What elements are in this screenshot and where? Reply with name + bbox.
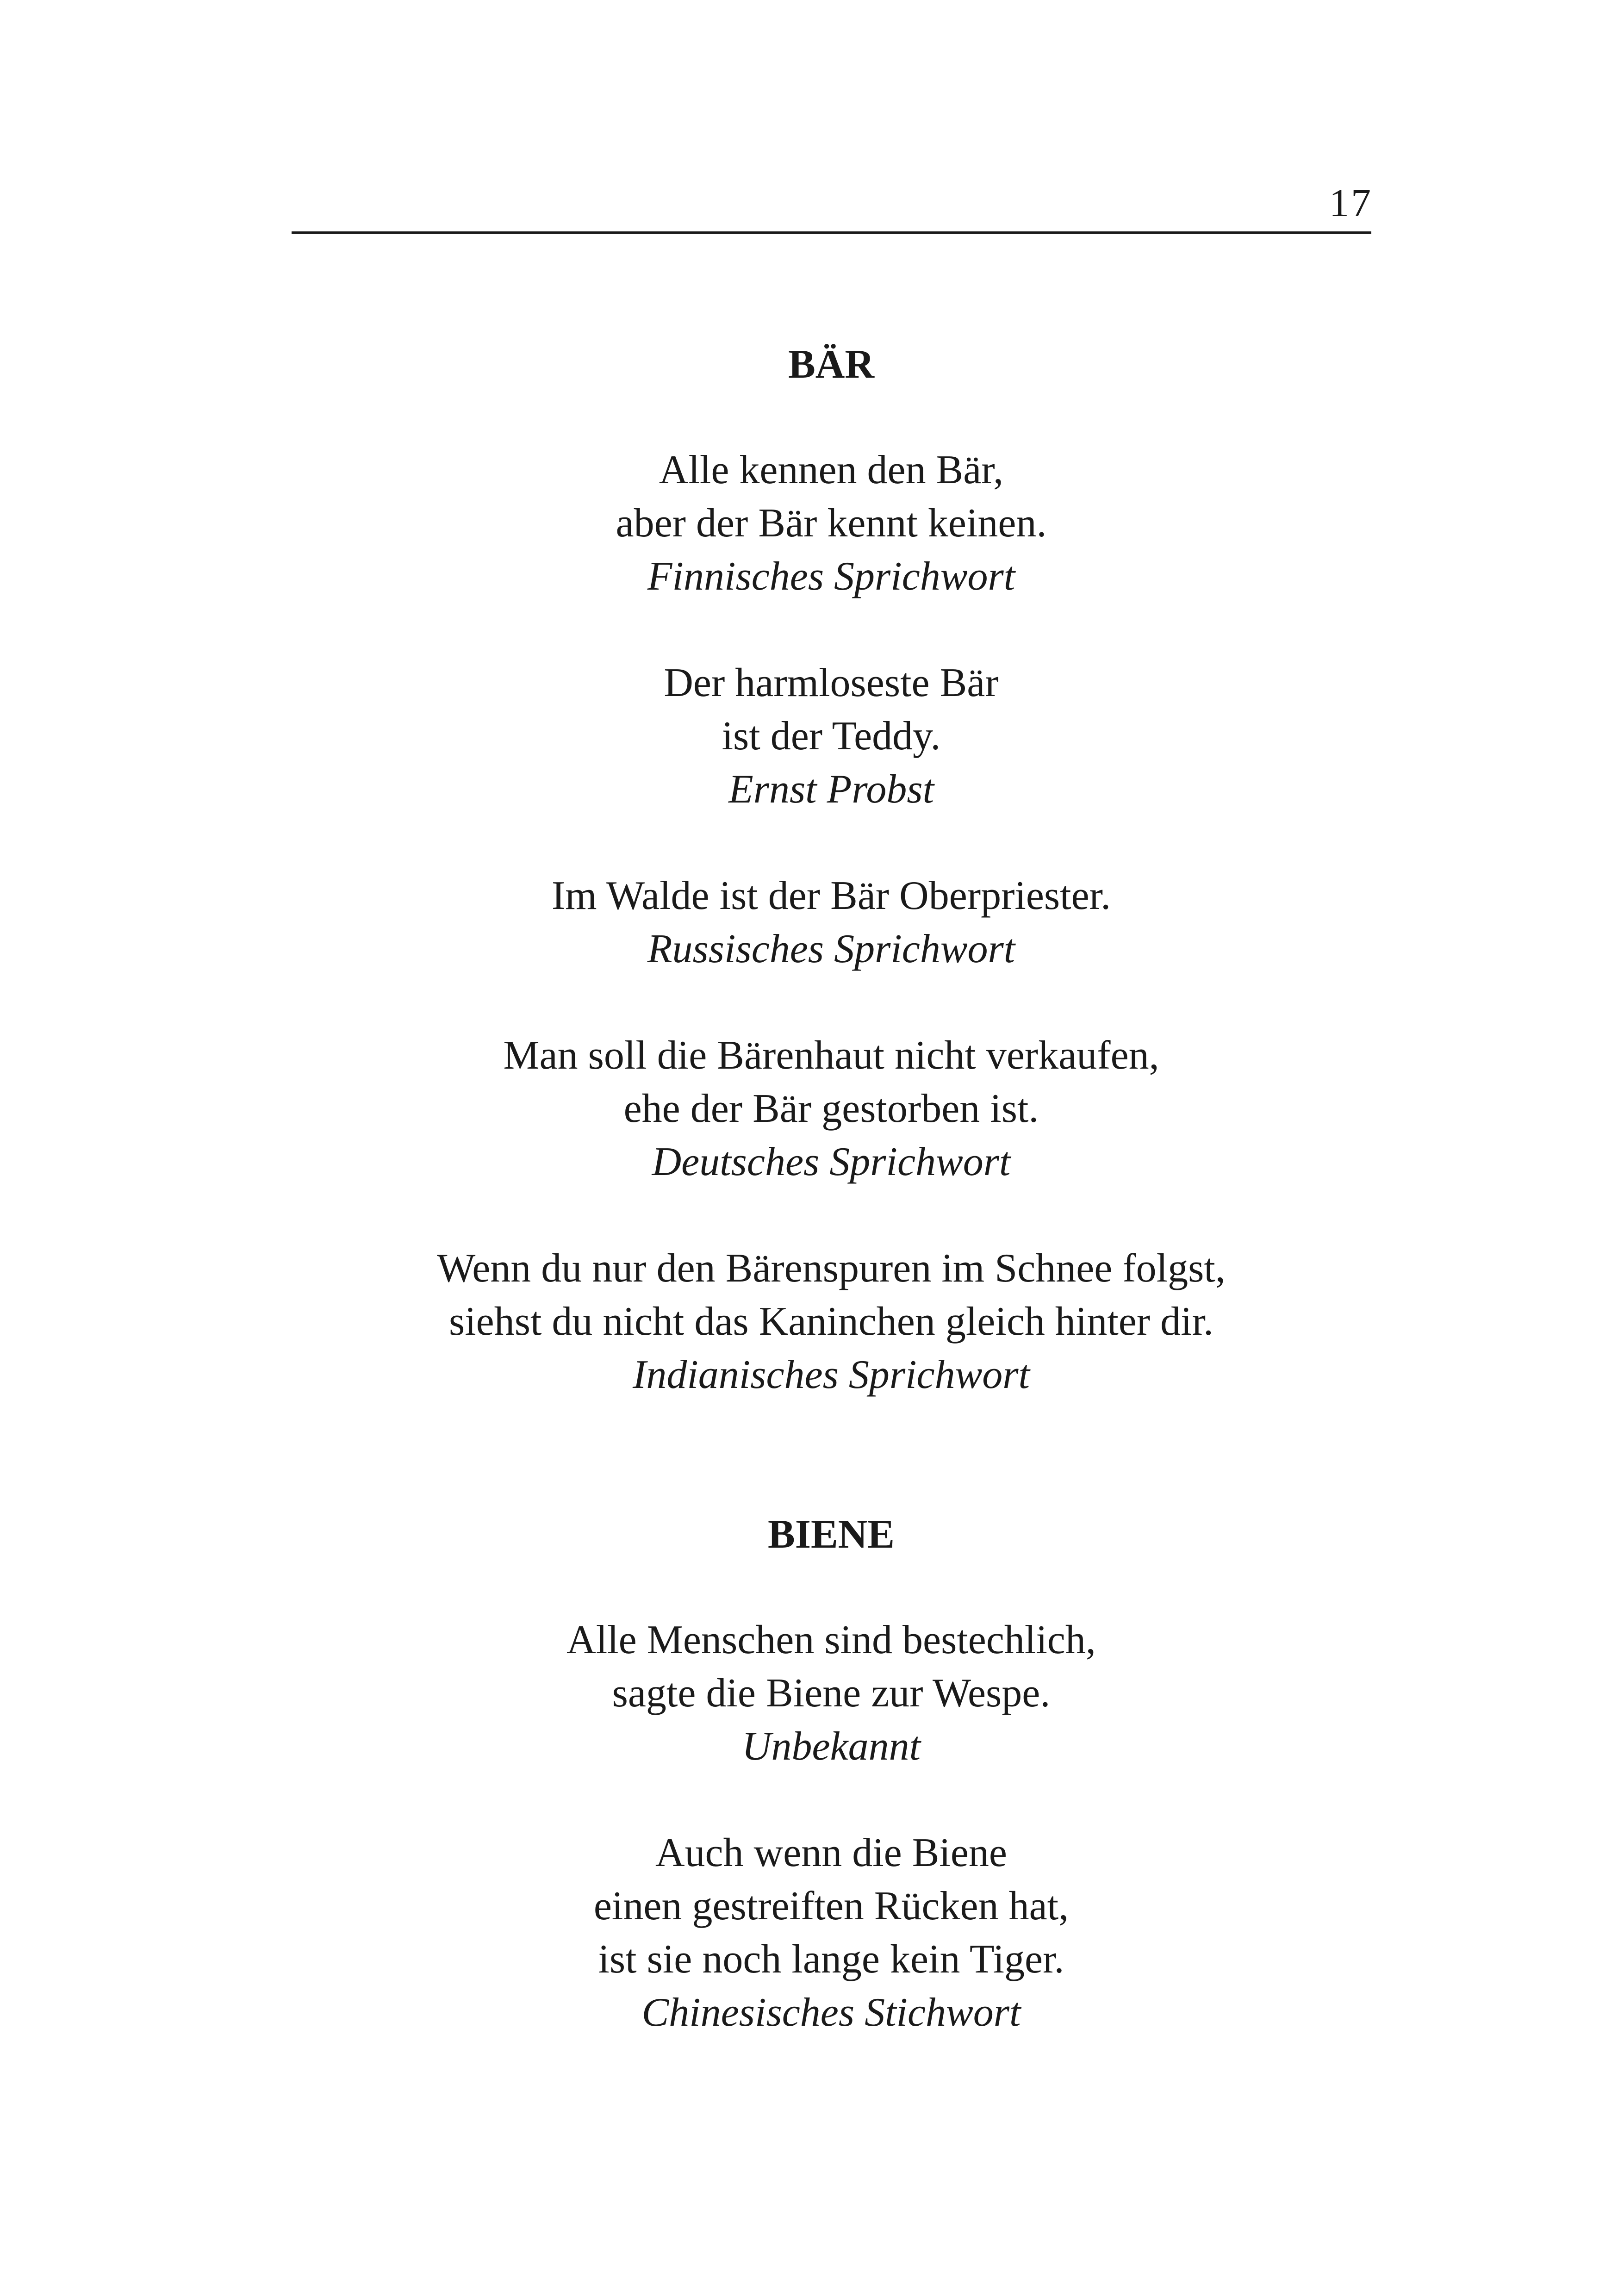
quote-line: Der harmloseste Bär — [664, 660, 999, 705]
quote-author: Deutsches Sprichwort — [652, 1139, 1011, 1184]
quote — [0, 1613, 1618, 1773]
quote-line: aber der Bär kennt keinen. — [616, 501, 1047, 546]
section-baer — [0, 338, 1618, 1401]
quote — [0, 1826, 1618, 2039]
section-title: BÄR — [788, 342, 874, 387]
quote-author: Chinesisches Stichwort — [641, 1990, 1021, 2035]
section-biene — [0, 1508, 1618, 2039]
quote-line: Man soll die Bärenhaut nicht verkaufen, — [503, 1033, 1159, 1078]
quote-line: Alle kennen den Bär, — [659, 448, 1004, 492]
quote — [0, 869, 1618, 976]
quote-author: Indianisches Sprichwort — [633, 1352, 1030, 1397]
quote-line: ist sie noch lange kein Tiger. — [598, 1937, 1064, 1982]
quote-line: Auch wenn die Biene — [655, 1830, 1007, 1875]
quote-line: ist der Teddy. — [722, 714, 941, 759]
quote-line: einen gestreiften Rücken hat, — [593, 1884, 1069, 1929]
quote-author: Unbekannt — [741, 1724, 921, 1769]
quote-line: Alle Menschen sind bestechlich, — [566, 1618, 1096, 1662]
quote — [0, 1029, 1618, 1188]
quote-line: siehst du nicht das Kaninchen gleich hinter dir. — [448, 1299, 1214, 1344]
quote-line: Wenn du nur den Bärenspuren im Schnee folgst, — [437, 1246, 1226, 1291]
quote-line: ehe der Bär gestorben ist. — [623, 1086, 1039, 1131]
quote-author: Finnisches Sprichwort — [647, 554, 1015, 599]
quote-author: Ernst Probst — [728, 767, 934, 812]
quote — [0, 443, 1618, 603]
section-title: BIENE — [768, 1512, 895, 1557]
page-content — [0, 338, 1618, 2039]
quote-line: Im Walde ist der Bär Oberpriester. — [551, 873, 1111, 918]
quote — [0, 656, 1618, 816]
header-rule — [292, 231, 1371, 234]
quote-author: Russisches Sprichwort — [647, 927, 1015, 971]
quote-line: sagte die Biene zur Wespe. — [612, 1671, 1051, 1716]
quote — [0, 1242, 1618, 1401]
page-number: 17 — [1329, 180, 1373, 225]
